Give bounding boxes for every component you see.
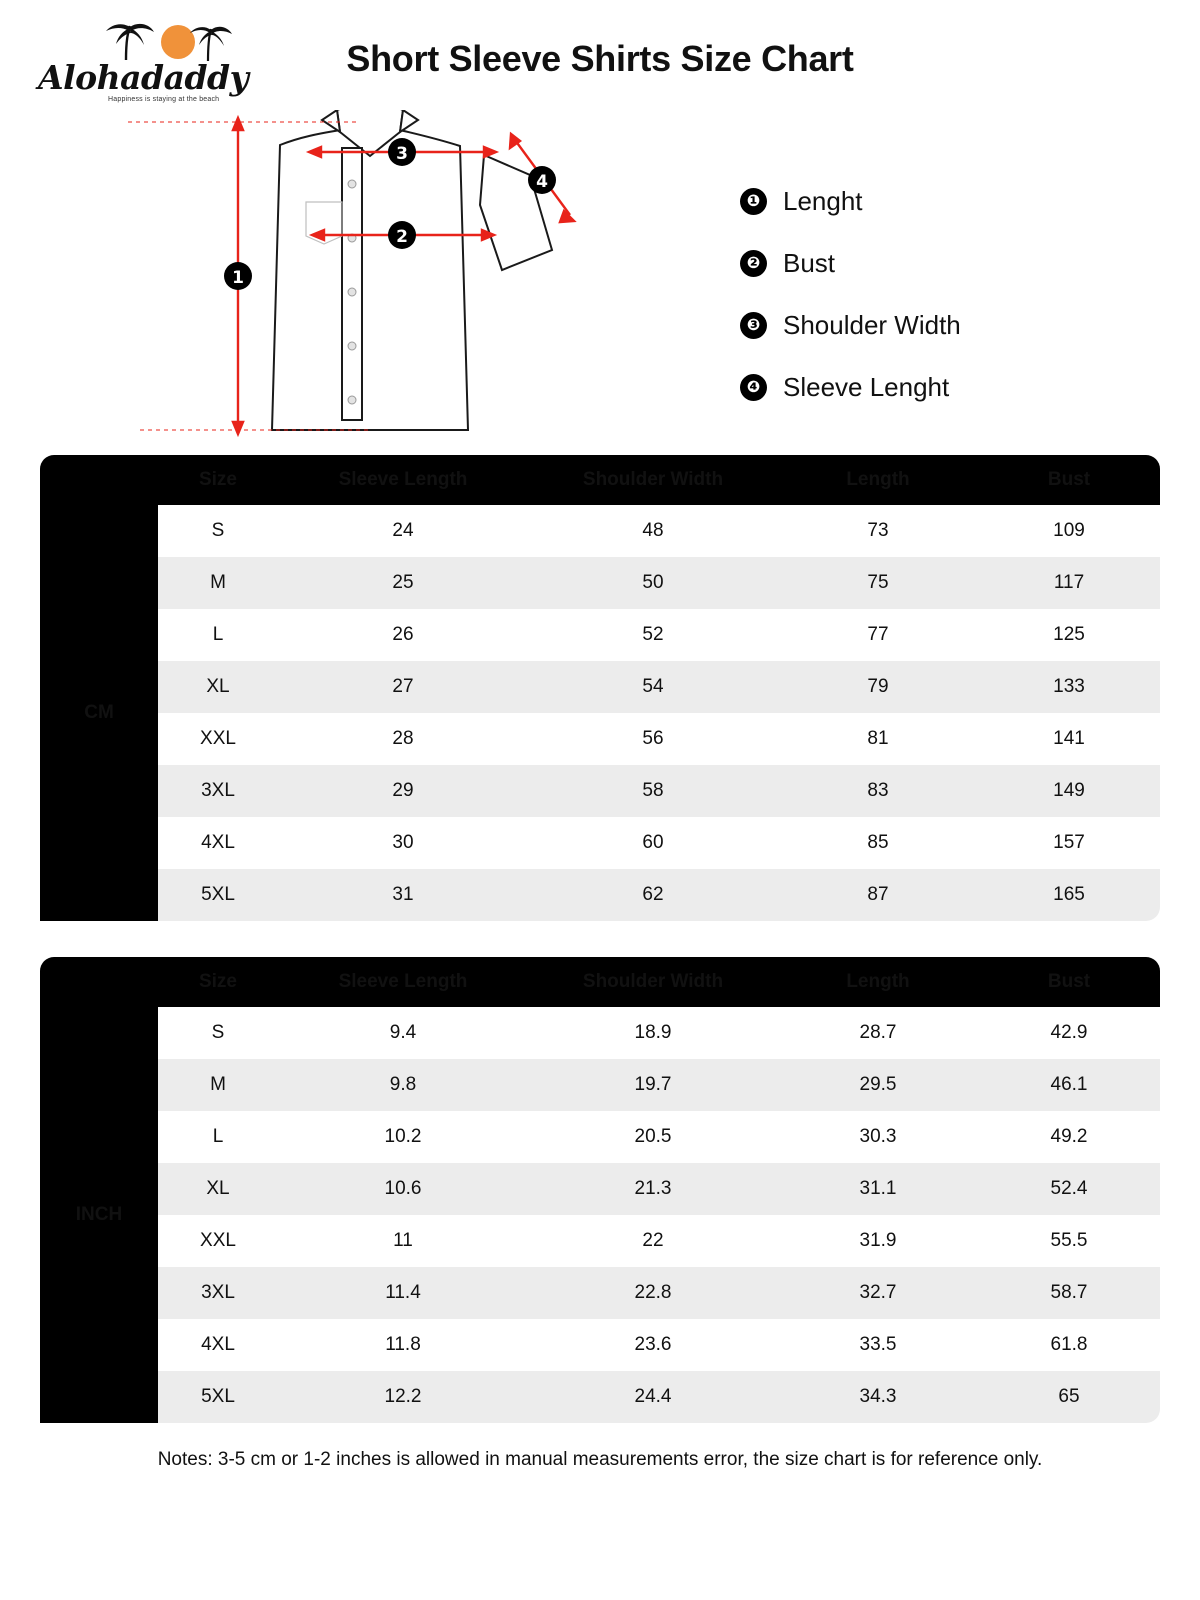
cell-shoulder: 22: [528, 1215, 778, 1267]
cell-size: XL: [158, 661, 278, 713]
cell-sleeve: 11.4: [278, 1267, 528, 1319]
cell-size: L: [158, 1111, 278, 1163]
cell-sleeve: 28: [278, 713, 528, 765]
cell-length: 75: [778, 557, 978, 609]
table-header-row: [40, 455, 1160, 505]
cell-length: 30.3: [778, 1111, 978, 1163]
cell-length: 33.5: [778, 1319, 978, 1371]
cell-bust: 165: [978, 869, 1160, 921]
cell-bust: 58.7: [978, 1267, 1160, 1319]
inch-table-wrap: [40, 957, 1160, 1423]
table-spacer: [0, 921, 1200, 957]
cell-sleeve: 30: [278, 817, 528, 869]
cell-length: 79: [778, 661, 978, 713]
cell-bust: 42.9: [978, 1007, 1160, 1059]
svg-text:1: 1: [232, 268, 244, 288]
cell-bust: 52.4: [978, 1163, 1160, 1215]
cell-shoulder: 62: [528, 869, 778, 921]
cell-size: XXL: [158, 1215, 278, 1267]
legend-item-shoulder-width: [740, 294, 961, 356]
cell-sleeve: 27: [278, 661, 528, 713]
table-row: [40, 1007, 1160, 1059]
cell-shoulder: 23.6: [528, 1319, 778, 1371]
table-header-row: [40, 957, 1160, 1007]
cell-shoulder: 21.3: [528, 1163, 778, 1215]
cell-sleeve: 12.2: [278, 1371, 528, 1423]
table-row: [40, 1059, 1160, 1111]
cell-length: 83: [778, 765, 978, 817]
cell-shoulder: 52: [528, 609, 778, 661]
legend-item-length: [740, 170, 961, 232]
cell-sleeve: 24: [278, 505, 528, 557]
notes-text: Notes: 3-5 cm or 1-2 inches is allowed in manual measurements error, the size chart is for reference only.: [157, 1449, 1043, 1470]
th-bust: Bust: [978, 957, 1160, 1007]
cell-size: S: [158, 505, 278, 557]
table-row: [40, 817, 1160, 869]
cell-size: 5XL: [158, 869, 278, 921]
th-bust: Bust: [978, 455, 1160, 505]
page-header: [0, 0, 1200, 110]
cell-shoulder: 56: [528, 713, 778, 765]
th-size: Size: [158, 957, 278, 1007]
cell-bust: 109: [978, 505, 1160, 557]
cell-shoulder: 18.9: [528, 1007, 778, 1059]
table-row: [40, 869, 1160, 921]
cell-size: 4XL: [158, 1319, 278, 1371]
cell-bust: 65: [978, 1371, 1160, 1423]
cell-size: L: [158, 609, 278, 661]
measurement-diagram: [0, 110, 1200, 455]
legend-label-length: Lenght: [783, 185, 863, 216]
cell-length: 87: [778, 869, 978, 921]
cell-bust: 49.2: [978, 1111, 1160, 1163]
th-shoulder-width: Shoulder Width: [528, 957, 778, 1007]
legend: [740, 170, 961, 418]
legend-item-sleeve-length: [740, 356, 961, 418]
th-shoulder-width: Shoulder Width: [528, 455, 778, 505]
table-row: [40, 609, 1160, 661]
cell-size: XL: [158, 1163, 278, 1215]
page-title: Short Sleeve Shirts Size Chart: [346, 38, 854, 79]
cell-sleeve: 26: [278, 609, 528, 661]
cell-sleeve: 31: [278, 869, 528, 921]
cell-shoulder: 19.7: [528, 1059, 778, 1111]
legend-badge-2: ❷: [740, 250, 767, 277]
cell-length: 81: [778, 713, 978, 765]
cell-bust: 55.5: [978, 1215, 1160, 1267]
cell-bust: 149: [978, 765, 1160, 817]
cell-shoulder: 50: [528, 557, 778, 609]
size-table-cm: [40, 455, 1160, 921]
cell-sleeve: 9.4: [278, 1007, 528, 1059]
table-row: [40, 713, 1160, 765]
legend-label-sleeve-length: Sleeve Lenght: [783, 371, 950, 402]
cell-shoulder: 54: [528, 661, 778, 713]
cell-sleeve: 11: [278, 1215, 528, 1267]
th-sleeve-length: Sleeve Length: [278, 455, 528, 505]
unit-label-cm: CM: [40, 505, 158, 921]
cell-length: 29.5: [778, 1059, 978, 1111]
th-length: Length: [778, 455, 978, 505]
legend-item-bust: [740, 232, 961, 294]
brand-name: Alohadaddy: [38, 58, 249, 97]
cell-shoulder: 24.4: [528, 1371, 778, 1423]
table-row: [40, 1163, 1160, 1215]
th-length: Length: [778, 957, 978, 1007]
cell-length: 85: [778, 817, 978, 869]
table-row: [40, 1267, 1160, 1319]
cell-bust: 157: [978, 817, 1160, 869]
unit-header-inch: [40, 957, 158, 1007]
cell-size: 3XL: [158, 1267, 278, 1319]
cell-size: M: [158, 557, 278, 609]
cell-bust: 61.8: [978, 1319, 1160, 1371]
cm-table-wrap: [40, 455, 1160, 921]
cell-size: XXL: [158, 713, 278, 765]
cell-shoulder: 60: [528, 817, 778, 869]
table-row: [40, 1215, 1160, 1267]
cell-sleeve: 11.8: [278, 1319, 528, 1371]
legend-label-shoulder-width: Shoulder Width: [783, 309, 961, 340]
unit-header-cm: [40, 455, 158, 505]
cell-bust: 141: [978, 713, 1160, 765]
cell-shoulder: 22.8: [528, 1267, 778, 1319]
cell-size: 3XL: [158, 765, 278, 817]
cell-bust: 117: [978, 557, 1160, 609]
th-size: Size: [158, 455, 278, 505]
cell-length: 77: [778, 609, 978, 661]
cell-sleeve: 10.2: [278, 1111, 528, 1163]
cell-length: 32.7: [778, 1267, 978, 1319]
legend-label-bust: Bust: [783, 247, 836, 278]
cell-sleeve: 25: [278, 557, 528, 609]
svg-text:3: 3: [396, 144, 408, 164]
cell-sleeve: 10.6: [278, 1163, 528, 1215]
cell-size: M: [158, 1059, 278, 1111]
svg-text:4: 4: [536, 172, 548, 192]
table-row: [40, 557, 1160, 609]
svg-text:2: 2: [396, 227, 408, 247]
cell-shoulder: 48: [528, 505, 778, 557]
cell-bust: 133: [978, 661, 1160, 713]
table-row: [40, 661, 1160, 713]
table-row: [40, 1319, 1160, 1371]
table-row: [40, 765, 1160, 817]
unit-label-inch: INCH: [40, 1007, 158, 1423]
table-row: [40, 505, 1160, 557]
size-table-inch: [40, 957, 1160, 1423]
cell-length: 73: [778, 505, 978, 557]
cell-shoulder: 20.5: [528, 1111, 778, 1163]
brand-tagline: Happiness is staying at the beach: [108, 96, 220, 103]
cell-size: S: [158, 1007, 278, 1059]
table-row: [40, 1111, 1160, 1163]
cell-sleeve: 9.8: [278, 1059, 528, 1111]
cell-size: 5XL: [158, 1371, 278, 1423]
cell-shoulder: 58: [528, 765, 778, 817]
cell-size: 4XL: [158, 817, 278, 869]
legend-badge-1: ❶: [740, 188, 767, 215]
th-sleeve-length: Sleeve Length: [278, 957, 528, 1007]
table-row: [40, 1371, 1160, 1423]
legend-badge-4: ❹: [740, 374, 767, 401]
cell-sleeve: 29: [278, 765, 528, 817]
legend-badge-3: ❸: [740, 312, 767, 339]
cell-length: 31.1: [778, 1163, 978, 1215]
cell-length: 28.7: [778, 1007, 978, 1059]
cell-length: 31.9: [778, 1215, 978, 1267]
cell-length: 34.3: [778, 1371, 978, 1423]
shirt-illustration: [110, 110, 670, 455]
cell-bust: 125: [978, 609, 1160, 661]
cell-bust: 46.1: [978, 1059, 1160, 1111]
